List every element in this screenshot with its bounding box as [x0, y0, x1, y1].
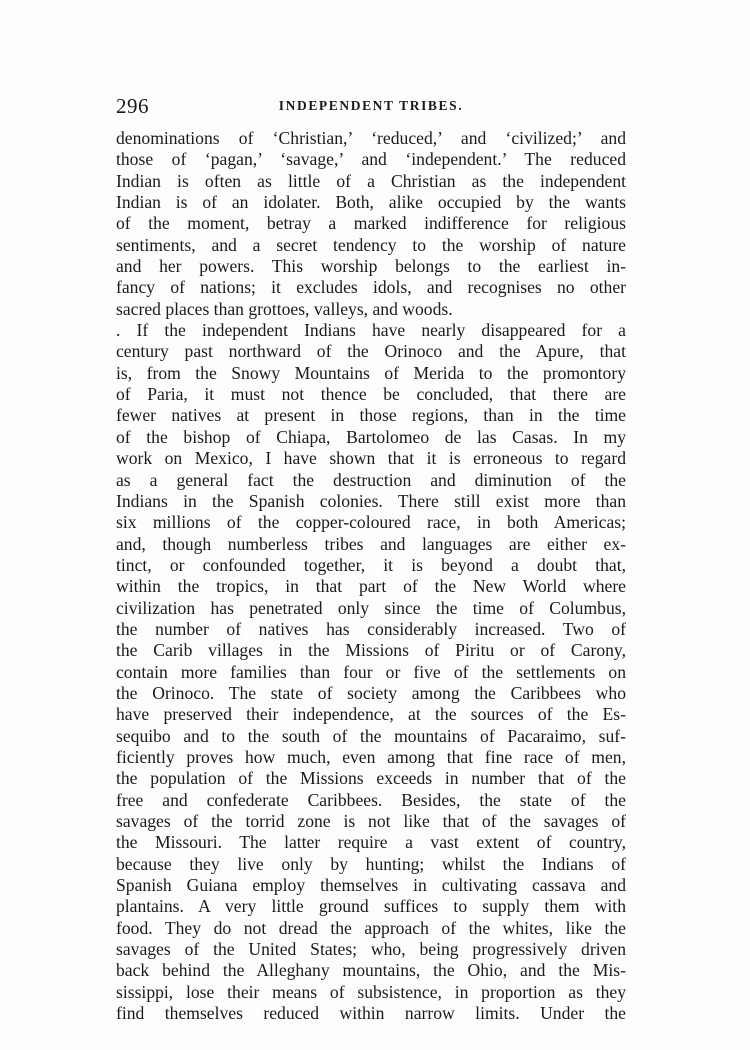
text-line: those of ‘pagan,’ ‘savage,’ and ‘independent.’ The reduced: [116, 149, 626, 170]
text-line: as a general fact the destruction and diminution of the: [116, 469, 626, 490]
text-line: of the moment, betray a marked indifference for religious: [116, 213, 626, 234]
text-line: and her powers. This worship belongs to the earliest in-: [116, 256, 626, 277]
text-line: sequibo and to the south of the mountains of Pacaraimo, suf-: [116, 725, 626, 746]
text-line: free and confederate Caribbees. Besides, the state of the: [116, 789, 626, 810]
running-head-title: INDEPENDENT TRIBES.: [278, 98, 464, 113]
text-line: of Paria, it must not thence be concluded, that there are: [116, 384, 626, 405]
text-line: the Carib villages in the Missions of Piritu or of Carony,: [116, 640, 626, 661]
text-line: food. They do not dread the approach of the whites, like the: [116, 917, 626, 938]
body-text: [116, 128, 626, 1024]
text-line: savages of the United States; who, being progressively driven: [116, 939, 626, 960]
text-line: tinct, or confounded together, it is beyond a doubt that,: [116, 554, 626, 575]
text-line: plantains. A very little ground suffices to supply them with: [116, 896, 626, 917]
text-line: civilization has penetrated only since the time of Columbus,: [116, 597, 626, 618]
text-line: contain more families than four or five of the settlements on: [116, 661, 626, 682]
text-line: fancy of nations; it excludes idols, and recognises no other: [116, 277, 626, 298]
text-line: Indians in the Spanish colonies. There still exist more than: [116, 490, 626, 511]
text-line: . If the independent Indians have nearly disappeared for a: [116, 320, 626, 341]
text-line: sissippi, lose their means of subsistence, in proportion as they: [116, 981, 626, 1002]
text-line: the Orinoco. The state of society among the Caribbees who: [116, 682, 626, 703]
text-line: six millions of the copper-coloured race, in both Americas;: [116, 512, 626, 533]
text-line: within the tropics, in that part of the New World where: [116, 576, 626, 597]
running-head: [116, 94, 626, 124]
text-line: back behind the Alleghany mountains, the Ohio, and the Mis-: [116, 960, 626, 981]
text-line: find themselves reduced within narrow limits. Under the: [116, 1003, 626, 1024]
text-line: century past northward of the Orinoco and the Apure, that: [116, 341, 626, 362]
text-line: fewer natives at present in those regions, than in the time: [116, 405, 626, 426]
page-number: 296: [116, 94, 149, 118]
text-line: sentiments, and a secret tendency to the worship of nature: [116, 234, 626, 255]
text-line: the population of the Missions exceeds in number that of the: [116, 768, 626, 789]
text-line: denominations of ‘Christian,’ ‘reduced,’ and ‘civilized;’ and: [116, 128, 626, 148]
text-line: the number of natives has considerably increased. Two of: [116, 618, 626, 639]
text-line: Spanish Guiana employ themselves in cultivating cassava and: [116, 875, 626, 896]
text-line: the Missouri. The latter require a vast extent of country,: [116, 832, 626, 853]
text-line: sacred places than grottoes, valleys, and woods.: [116, 298, 453, 319]
text-line: Indian is often as little of a Christian as the independent: [116, 170, 626, 191]
text-line: savages of the torrid zone is not like that of the savages of: [116, 811, 626, 831]
text-line: ficiently proves how much, even among that fine race of men,: [116, 746, 626, 767]
text-line: and, though numberless tribes and languages are either ex-: [116, 533, 626, 554]
text-line: of the bishop of Chiapa, Bartolomeo de las Casas. In my: [116, 426, 626, 447]
text-line: because they live only by hunting; whilst the Indians of: [116, 853, 626, 874]
text-line: work on Mexico, I have shown that it is erroneous to regard: [116, 448, 626, 469]
text-line: is, from the Snowy Mountains of Merida to the promontory: [116, 362, 626, 383]
text-line: have preserved their independence, at the sources of the Es-: [116, 704, 626, 725]
text-line: Indian is of an idolater. Both, alike occupied by the wants: [116, 192, 626, 213]
